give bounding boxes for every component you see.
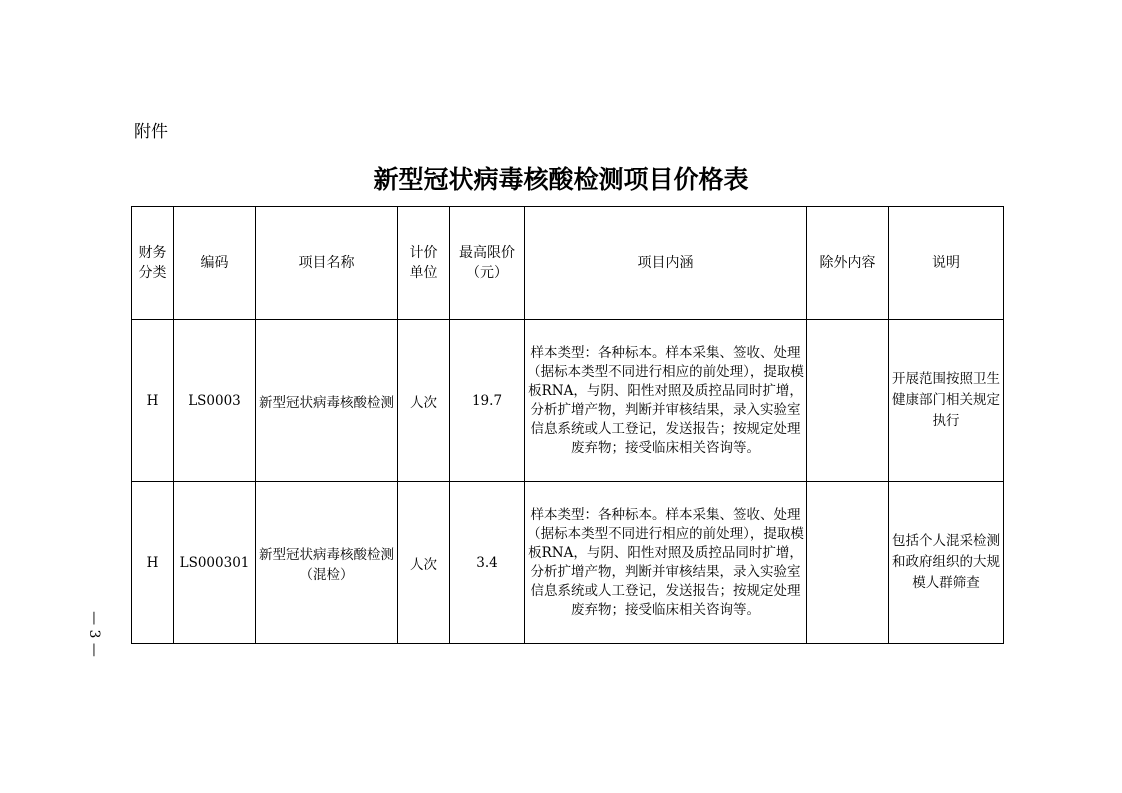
- page-number-text: — 3 —: [86, 611, 102, 657]
- cell-unit: 人次: [398, 482, 450, 644]
- cell-content: 样本类型：各种标本。样本采集、签收、处理（据标本类型不同进行相应的前处理），提取模板RNA，与阴、阳性对照及质控品同时扩增，分析扩增产物，判断并审核结果，录入实验室信息系统或人工登记，发送报告；按规定处理废弃物；接受临床相关咨询等。: [525, 482, 807, 644]
- cell-notes: 包括个人混采检测和政府组织的大规模人群筛查: [889, 482, 1004, 644]
- cell-name: 新型冠状病毒核酸检测: [256, 320, 398, 482]
- cell-name: 新型冠状病毒核酸检测（混检）: [256, 482, 398, 644]
- page-number: [84, 612, 104, 658]
- table-row: [132, 320, 1004, 482]
- header-category: [132, 207, 174, 320]
- header-content: 项目内涵: [525, 207, 807, 320]
- document-title: 新型冠状病毒核酸检测项目价格表: [373, 165, 749, 194]
- header-category-label: 财务 分类: [138, 245, 167, 281]
- cell-notes: 开展范围按照卫生健康部门相关规定执行: [889, 320, 1004, 482]
- cell-exclusions: [807, 482, 889, 644]
- cell-category: H: [132, 320, 174, 482]
- table-row: [132, 482, 1004, 644]
- cell-code: LS0003: [174, 320, 256, 482]
- attachment-label: 附件: [134, 122, 168, 142]
- header-max-price-label: 最高限价 （元）: [459, 245, 515, 281]
- cell-unit: 人次: [398, 320, 450, 482]
- header-notes: 说明: [889, 207, 1004, 320]
- header-exclusions: 除外内容: [807, 207, 889, 320]
- cell-max-price: 19.7: [450, 320, 525, 482]
- price-table: [131, 206, 1004, 644]
- header-unit-label: 计价 单位: [409, 245, 438, 281]
- cell-category: H: [132, 482, 174, 644]
- header-name: 项目名称: [256, 207, 398, 320]
- table-header-row: [132, 207, 1004, 320]
- cell-max-price: 3.4: [450, 482, 525, 644]
- header-max-price: [450, 207, 525, 320]
- cell-code: LS000301: [174, 482, 256, 644]
- cell-exclusions: [807, 320, 889, 482]
- header-code: 编码: [174, 207, 256, 320]
- cell-content: 样本类型：各种标本。样本采集、签收、处理（据标本类型不同进行相应的前处理），提取模板RNA，与阴、阳性对照及质控品同时扩增，分析扩增产物，判断并审核结果，录入实验室信息系统或人工登记，发送报告；按规定处理废弃物；接受临床相关咨询等。: [525, 320, 807, 482]
- header-unit: [398, 207, 450, 320]
